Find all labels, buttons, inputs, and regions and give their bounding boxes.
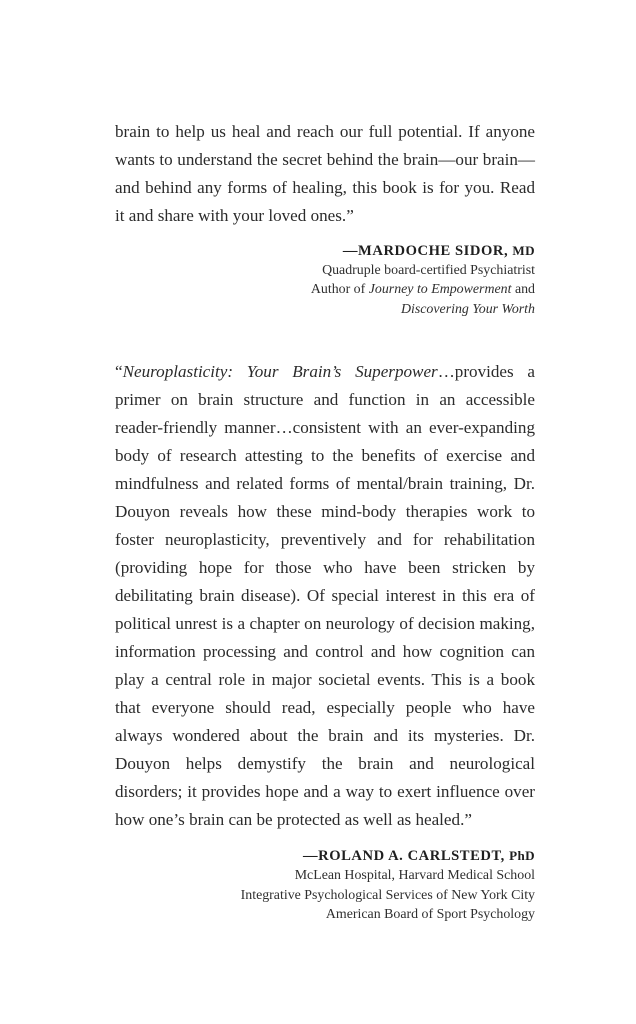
attribution-name-text: MARDOCHE SIDOR, (358, 243, 509, 259)
attribution-line: American Board of Sport Psychology (325, 907, 535, 923)
spacer (115, 230, 535, 241)
attribution-credential: MD (512, 243, 535, 258)
attribution-dash: — (303, 848, 319, 865)
attribution-name-carlstedt (115, 846, 535, 866)
attribution-name-sidor (115, 241, 535, 261)
attribution-dash: — (342, 243, 359, 259)
page-content (115, 118, 535, 924)
attribution-carlstedt (115, 846, 535, 924)
attribution-credential: PhD (509, 848, 535, 864)
attribution-name-text: ROLAND A. CARLSTEDT, (318, 848, 505, 865)
spacer (115, 834, 535, 846)
attribution-line: Discovering Your Worth (400, 301, 535, 317)
blurb-body-sidor: brain to help us heal and reach our full potential. If anyone wants to understand the secret behind the brain—our brain—and behind any forms of healing, this book is for you. Read it and share with your loved ones.” (115, 122, 535, 225)
attribution-sidor (115, 241, 535, 319)
attribution-line: Integrative Psychological Services of New York City (240, 887, 535, 903)
attribution-line: Quadruple board-certified Psychiatrist (322, 263, 535, 278)
attribution-line: McLean Hospital, Harvard Medical School (294, 868, 535, 884)
attribution-line: Author of Journey to Empowerment and (310, 282, 535, 298)
blurb-body-carlstedt: “Neuroplasticity: Your Brain’s Superpower…provides a primer on brain structure and function in an accessible reader-friendly manner…consistent with an ever-expanding body of research attesting to the benefits of exercise and mindfulness and related forms of mental/brain training, Dr. Douyon reveals how these mind-body therapies work to foster neuroplasticity, preventively and for rehabilitation (providing hope for those who have been stricken by debilitating brain disease). Of special interest in this era of political unrest is a chapter on neurology of decision making, information processing and control and how cognition can play a central role in major societal events. This is a book that everyone should read, especially people who have always wondered about the brain and its mysteries. Dr. Douyon helps demystify the brain and neurological disorders; it provides hope and a way to exert influence over how one’s brain can be protected as well as healed.” (115, 362, 536, 830)
spacer (115, 319, 535, 358)
